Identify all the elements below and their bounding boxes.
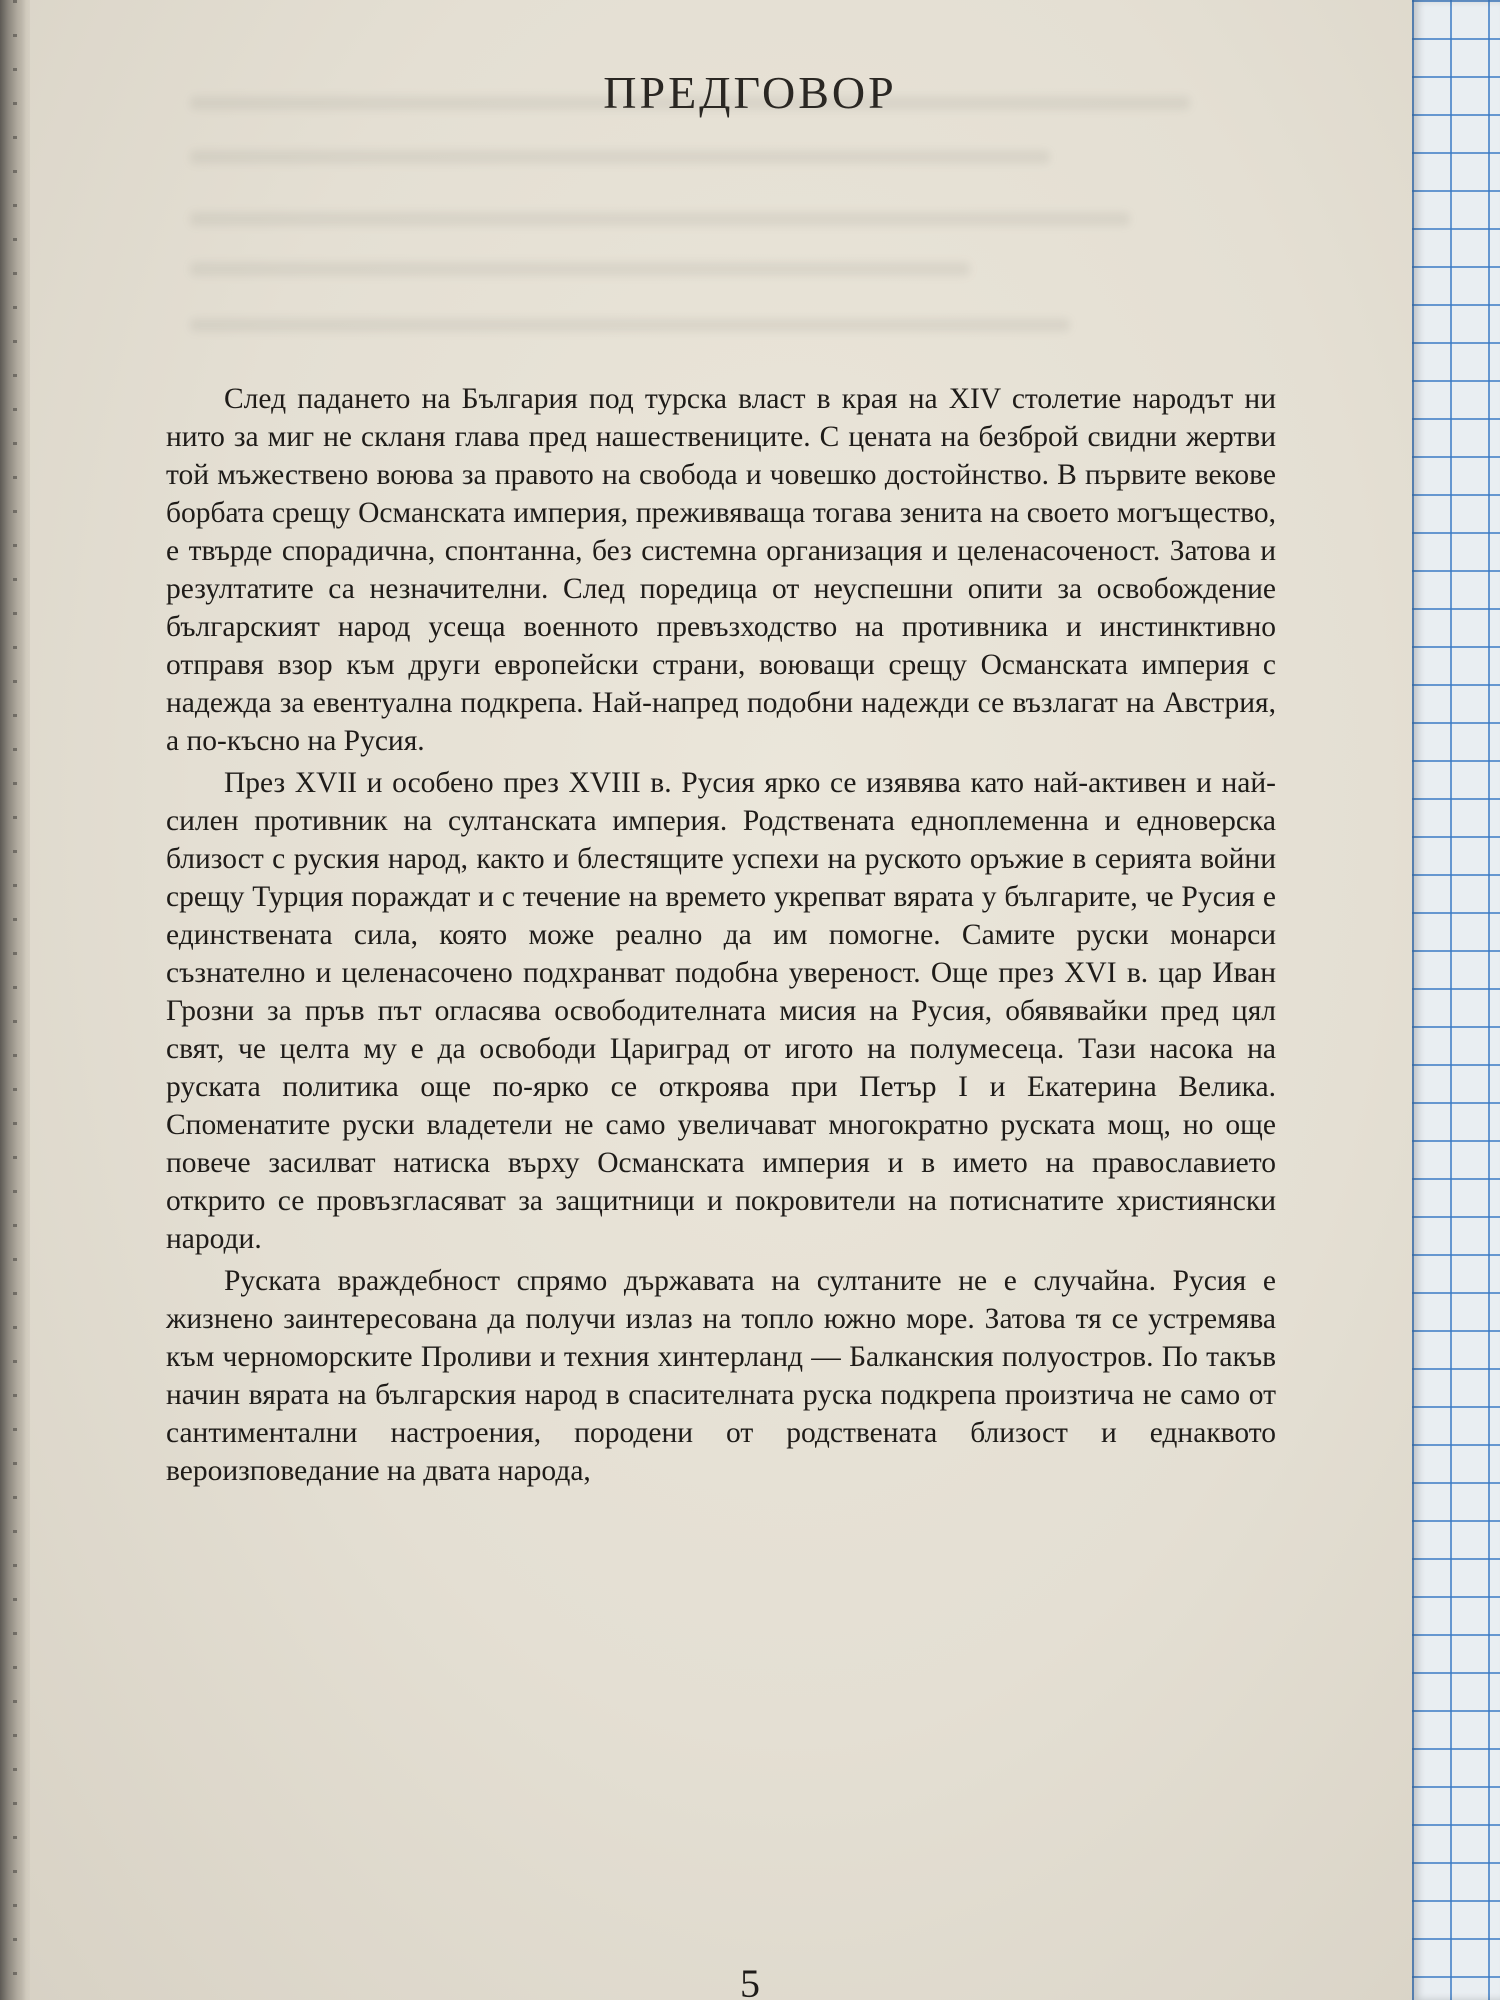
page-number: 5 [740, 1961, 760, 2000]
bleed-through-line [190, 150, 1050, 164]
body-text [166, 380, 1276, 1494]
binding-stitches [13, 0, 17, 2000]
bleed-through-line [190, 318, 1070, 332]
bleed-through-line [190, 212, 1130, 226]
grid-paper-edge [1412, 0, 1500, 2000]
bleed-through-line [190, 262, 970, 276]
paragraph-2: През XVII и особено през XVIII в. Русия ярко се изявява като най-активен и най-силен противник на султанската империя. Родствената едноплеменна и едноверска близост с руския народ, както и блестящите успехи на руското оръжие в серията войни срещу Турция пораждат и с течение на времето укрепват вярата у българите, че Русия е единствената сила, която може реално да им помогне. Самите руски монарси съзнателно и целенасочено подхранват подобна увереност. Още през XVI в. цар Иван Грозни за пръв път огласява освободителната мисия на Русия, обявявайки пред цял свят, че целта му е да освободи Цариград от игото на полумесеца. Тази насока на руската политика още по-ярко се откроява при Петър I и Екатерина Велика. Споменатите руски владетели не само увеличават многократно руската мощ, но още повече засилват натиска върху Османската империя и в името на православието открито се провъзгласяват за защитници и покровители на потиснатите християнски народи. [166, 767, 1276, 1255]
paragraph-3: Руската враждебност спрямо държавата на султаните не е случайна. Русия е жизнено заинтересована да получи излаз на топло южно море. Затова тя се устремява към черноморските Проливи и техния хинтерланд — Балканския полуостров. По такъв начин вярата на българския народ в спасителната руска подкрепа произтича не само от сантиментални настроения, породени от родствената близост и еднаквото вероизповедание на двата народа, [166, 1265, 1276, 1487]
page-title: ПРЕДГОВОР [603, 67, 897, 118]
paragraph-1: След падането на България под турска власт в края на XIV столетие народът ни нито за миг не скланя глава пред нашествениците. С цената на безброй свидни жертви той мъжествено воюва за правото на свобода и човешко достойнство. В първите векове борбата срещу Османската империя, преживяваща тогава зенита на своето могъщество, е твърде спорадична, спонтанна, без системна организация и целенасоченост. Затова и резултатите са незначителни. След поредица от неуспешни опити за освобождение българският народ усеща военното превъзходство на противника и инстинктивно отправя взор към други европейски страни, воюващи срещу Османската империя с надежда за евентуална подкрепа. Най-напред подобни надежди се възлагат на Австрия, а по-късно на Русия. [166, 383, 1276, 757]
